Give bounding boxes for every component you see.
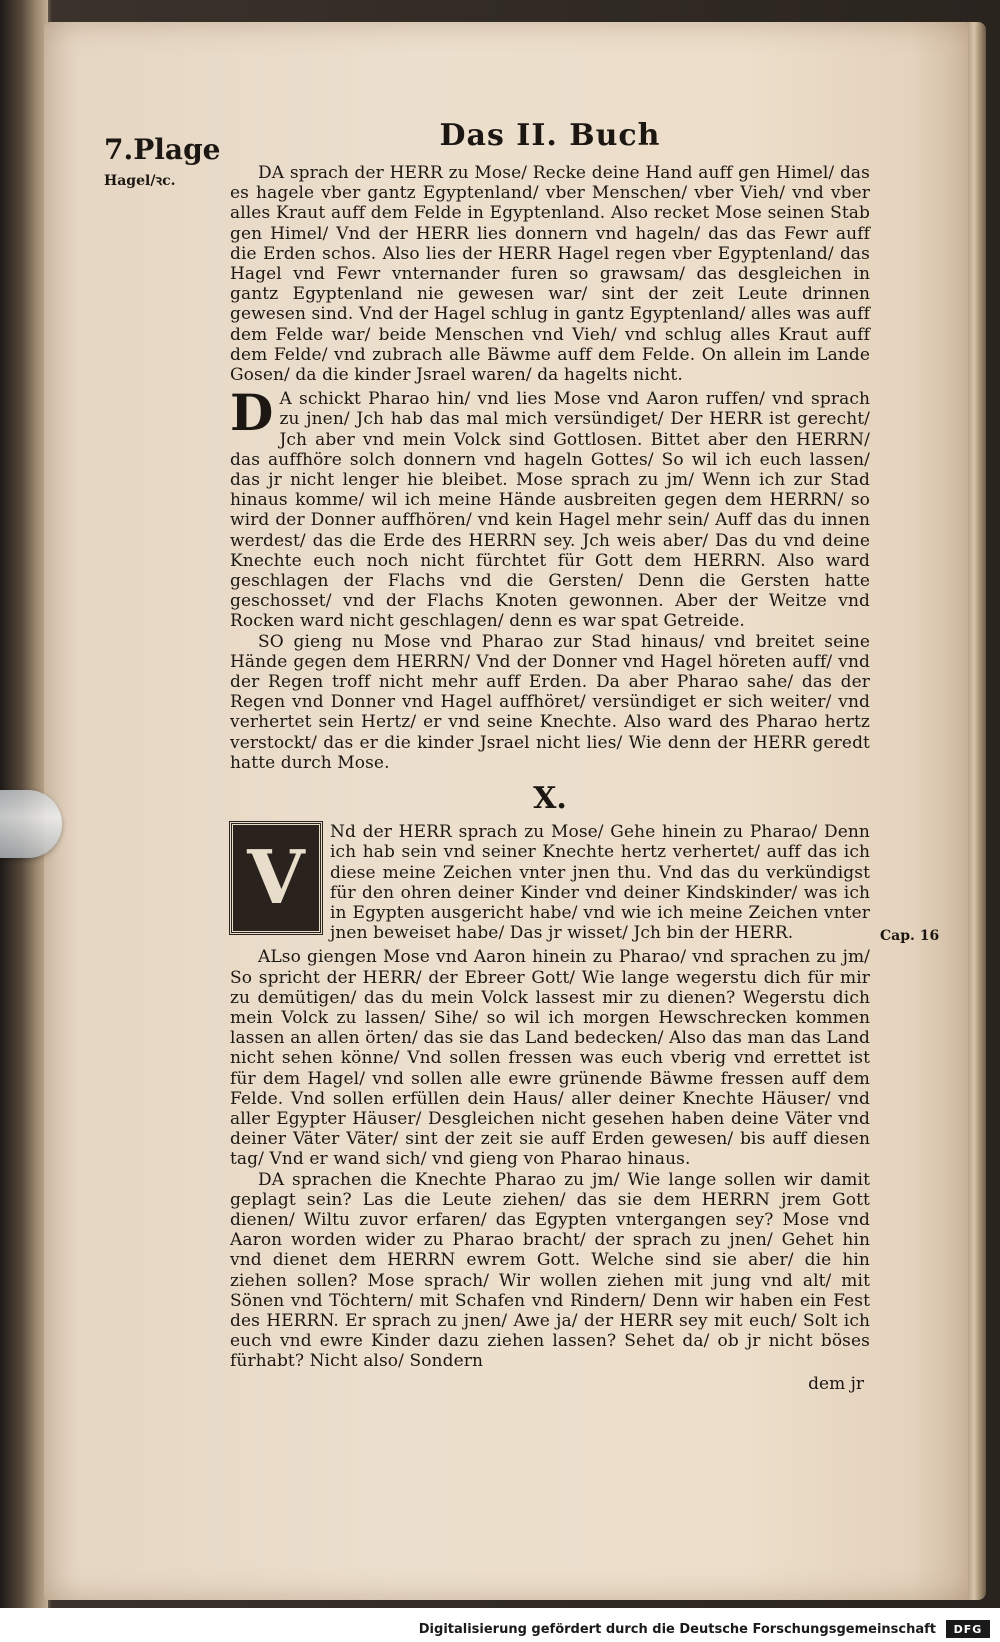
margin-note-plage: 7.Plage	[104, 133, 221, 166]
paragraph-3: SO gieng nu Mose vnd Pharao zur Stad hinaus/ vnd breitet seine Hände gegen dem HERRN/ Vnd der Donner vnd Hagel höreten auff/ vnd der Regen troff nicht mehr auff Erden. Da aber Pharao sahe/ das der Regen vnd Donner vnd Hagel auffhöret/ versündiget er sich weiter/ vnd verhertet sein Hertz/ er vnd seine Knechte. Also ward des Pharao hertz verstockt/ das er die kinder Jsrael nicht lies/ Wie denn der HERR geredt hatte durch Mose.	[230, 631, 870, 773]
text-block	[230, 118, 870, 1394]
paragraph-1	[230, 163, 870, 385]
paragraph-1-cap: D	[258, 163, 272, 183]
margin-note-kapitel: Cap. 16	[880, 928, 940, 944]
margin-note-hagel: Hagel/ꝛc.	[104, 173, 176, 189]
drop-cap-d: D	[230, 383, 274, 443]
decorated-initial: V	[230, 822, 322, 934]
section-number: X.	[533, 781, 567, 817]
footer-bar	[0, 1612, 1000, 1642]
page-header: Das II. Buch	[439, 118, 661, 153]
dfg-logo: DFG	[946, 1620, 990, 1638]
paragraph-2	[230, 383, 870, 632]
catchword: dem jr	[808, 1373, 864, 1394]
paragraph-1-text: A sprach der HERR zu Mose/ Recke deine Hand auff gen Himel/ das es hagele vber gantz Egyptenland/ vber Menschen/ vber Vieh/ vnd vber alles Kraut auff dem Felde in Egyptenland. Also recket Mose seinen Stab gen Himel/ Vnd der HERR lies donnern vnd hageln/ das das Fewr auff die Erden schos. Also lies der HERR Hagel regen vber Egyptenland/ das Hagel vnd Fewr vnternander furen so grawsam/ das desgleichen in gantz Egyptenland nie gewesen war/ sint der zeit Leute drinnen gewesen sind. Vnd der Hagel schlug in gantz Egyptenland/ alles was auff dem Felde war/ beide Menschen vnd Vieh/ vnd schlug alles Kraut auff dem Felde/ vnd zubrach alle Bäwme auff dem Felde. On allein im Lande Gosen/ da die kinder Jsrael waren/ da hagelts nicht.	[230, 163, 870, 386]
paragraph-4-text: Nd der HERR sprach zu Mose/ Gehe hinein zu Pharao/ Denn ich hab sein vnd seiner Knechte hertz verhertet/ auff das ich diese meine Zeichen vnter jnen thu. Vnd das du verkündigst für den ohren deiner Kinder vnd deiner Kindskinder/ was ich in Egypten ausgericht habe/ vnd wie ich meine Zeichen vnter jnen beweiset habe/ Das jr wisset/ Jch bin der HERR.	[330, 822, 870, 944]
footer-credit: Digitalisierung gefördert durch die Deutsche Forschungsgemeinschaft	[418, 1622, 936, 1637]
paragraph-4	[230, 822, 870, 943]
page-edge	[968, 22, 986, 1600]
paragraph-6: DA sprachen die Knechte Pharao zu jm/ Wie lange sollen wir damit geplagt sein? Las die Leute ziehen/ das sie dem HERRN jrem Gott dienen/ Wiltu zuvor erfaren/ das Egypten vntergangen sey? Mose vnd Aaron worden wider zu Pharao bracht/ der sprach zu jnen/ Gehet hin vnd dienet dem HERRN ewrem Gott. Welche sind sie aber/ die hin ziehen sollen? Mose sprach/ Wir wollen ziehen mit jung vnd alt/ mit Sönen vnd Töchtern/ mit Schafen vnd Rindern/ Denn wir haben ein Fest des HERRN. Er sprach zu jnen/ Awe ja/ der HERR sey mit euch/ Solt ich euch vnd ewre Kinder dazu ziehen lassen? Sehet da/ ob jr nicht böses fürhabt? Nicht also/ Sondern	[230, 1169, 870, 1372]
paragraph-2-text: A schickt Pharao hin/ vnd lies Mose vnd Aaron ruffen/ vnd sprach zu jnen/ Jch hab das mal mich versündiget/ Der HERR ist gerecht/ Jch aber vnd mein Volck sind Gottlosen. Bittet aber den HERRN/ das auffhöre solch donnern vnd hageln Gottes/ So wil ich euch lassen/ das jr nicht lenger hie bleibet. Mose sprach zu jm/ Wenn ich zur Stad hinaus komme/ wil ich meine Hände ausbreiten gegen dem HERRN/ so wird der Donner auffhören/ vnd kein Hagel mehr sein/ Auff das du innen werdest/ das die Erde des HERRN sey. Jch weis aber/ Das du vnd deine Knechte euch noch nicht fürchtet für Gott dem HERRN. Also ward geschlagen der Flachs vnd die Gersten/ Denn die Gersten hatte geschosset/ vnd der Flachs Knoten gewonnen. Aber der Weitze vnd Rocken ward nicht geschlagen/ denn es war spat Getreide.	[230, 389, 870, 632]
paragraph-5: ALso giengen Mose vnd Aaron hinein zu Pharao/ vnd sprachen zu jm/ So spricht der HERR/ der Ebreer Gott/ Wie lange wegerstu dich für mir zu demütigen/ das du mein Volck lassest mir zu dienen? Wegerstu dich mein Volck zu lassen/ Sihe/ so wil ich morgen Hewschrecken kommen lassen an allen örten/ das sie das Land bedecken/ Also das man das Land nicht sehen könne/ Vnd sollen fressen was euch vberig vnd errettet ist für dem Hagel/ vnd sollen alle ewre grünende Bäwme fressen auff dem Felde. Vnd sollen erfüllen dein Haus/ aller deiner Knechte Häuser/ vnd aller Egypter Häuser/ Desgleichen nicht gesehen haben deine Väter vnd deiner Väter Väter/ sint der zeit sie auff Erden gewesen/ bis auff diesen tag/ Vnd er wand sich/ vnd gieng von Pharao hinaus.	[230, 947, 870, 1170]
